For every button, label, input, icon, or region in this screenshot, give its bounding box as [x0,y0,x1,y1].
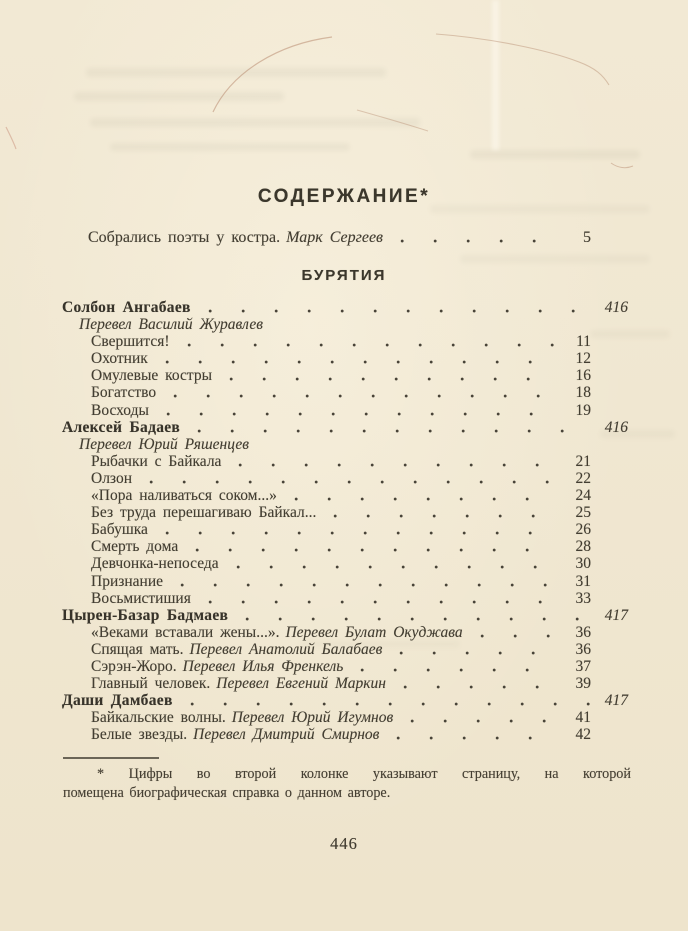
footnote-divider [63,757,159,759]
bleedthrough-mark [90,118,420,127]
toc-entry-title: Смерть дома [91,538,179,556]
toc-translator-inline: Перевел Булат Окуджава [285,623,463,641]
toc-entry-page: 36 [575,640,591,658]
toc-entry-page: 11 [576,333,591,351]
toc-translator-inline: Перевел Юрий Игумнов [231,709,394,727]
dot-leader [198,590,557,607]
dot-leader [393,675,557,692]
dot-leader [198,299,592,316]
toc-row [62,333,628,350]
dot-leader [155,521,557,538]
dot-leader [390,229,557,246]
dot-leader [226,555,557,572]
toc-entry-page: 39 [575,675,591,693]
toc-row [62,436,628,453]
toc-entry-page: 416 [604,418,628,436]
dot-leader [389,641,557,658]
toc-row [62,521,628,538]
dot-leader [284,487,557,504]
toc-entry-title: Олзон [91,469,133,487]
toc-row [62,367,628,384]
footnote-line: помещена биографическая справка о данном авторе. [63,784,391,801]
dot-leader [139,470,557,487]
toc-entry-title: Цырен-Базар Бадмаев [62,606,229,624]
toc-row [62,675,628,692]
toc-entry-page: 12 [575,350,591,368]
toc-entry-title: Спящая мать. [91,640,184,658]
toc-entry-page: 18 [575,384,591,402]
toc-entry-title: Байкальские волны. [91,709,226,727]
toc-translator-inline: Перевел Евгений Маркин [216,675,386,693]
toc-row [62,299,628,316]
toc-row [62,624,628,641]
toc-row [62,384,628,401]
toc-row [62,555,628,572]
bleedthrough-mark [74,92,284,101]
toc-row [62,316,628,333]
toc-row [62,726,628,743]
toc-entry-title: Восьмистишия [91,589,191,607]
toc-entry-title: Солбон Ангабаев [62,299,191,316]
toc-entry-title: Бабушка [91,521,148,539]
toc-row [62,453,628,470]
toc-row [62,419,628,436]
bleedthrough-mark [470,150,640,159]
toc-entry-title: Алексей Бадаев [62,418,181,436]
toc-entry-title: Охотник [91,350,148,368]
toc-entry-page: 25 [575,504,591,522]
toc-entry-title: Даши Дамбаев [62,692,173,710]
dot-leader [350,658,557,675]
toc-translator-inline: Перевел Дмитрий Смирнов [193,726,380,744]
toc-entry-page: 36 [575,623,591,641]
dot-leader [180,692,592,709]
dot-leader [155,350,557,367]
dot-leader [470,624,557,641]
toc-entry-title: Главный человек. [91,675,211,693]
toc-entry-page: 37 [575,657,591,675]
footnote [63,765,631,802]
dot-leader [187,419,592,436]
toc-row [62,692,628,709]
toc-entry-page: 42 [575,726,591,744]
toc-entry-page: 41 [575,709,591,727]
toc-row [62,709,628,726]
intro-author-italic: Марк Сергеев [286,229,383,246]
toc-translator-inline: Перевел Анатолий Балабаев [189,640,383,658]
footnote-line: * Цифры во второй колонке указывают страницу, на которой [97,766,631,782]
dot-leader [228,453,557,470]
toc-row [62,641,628,658]
bleedthrough-mark [110,143,350,151]
toc-entry-page: 417 [604,692,628,710]
bleedthrough-mark [460,255,650,263]
dot-leader [323,504,557,521]
dot-leader [156,402,557,419]
toc-entry-page: 19 [575,401,591,419]
toc-row [62,590,628,607]
toc-entry-title: Свершится! [91,333,170,351]
toc-entry-page: 417 [604,606,628,624]
dot-leader [170,573,557,590]
toc-entry-page: 21 [575,452,591,470]
toc-entry-title: Восходы [91,401,149,419]
dot-leader [386,726,557,743]
dot-leader [235,607,592,624]
toc-entry-page: 24 [575,487,591,505]
scan-fold-line [492,0,499,150]
toc-entry-title: «Веками вставали жены...». [91,623,280,641]
toc-row [62,504,628,521]
page-number: 446 [330,834,358,853]
toc-entry-title: Омулевые костры [91,367,213,385]
toc-entry-title: Сэрэн-Жоро. [91,657,177,675]
toc-entry-page: 31 [575,572,591,590]
toc-entry-page: 22 [575,469,591,487]
toc-entry-title: «Пора наливаться соком...» [91,487,277,505]
page-title: СОДЕРЖАНИЕ* [257,186,431,207]
bleedthrough-mark [86,68,386,77]
toc-entry-page: 30 [575,555,591,573]
toc-list [62,299,628,743]
intro-page-number: 5 [583,229,591,246]
toc-translator-label: Перевел Василий Журавлев [79,316,263,334]
dot-leader [219,367,557,384]
toc-row [62,658,628,675]
toc-entry-title: Рыбачки с Байкала [91,452,222,470]
toc-translator-label: Перевел Юрий Ряшенцев [79,435,249,453]
section-heading: БУРЯТИЯ [301,267,387,284]
intro-text: Собрались поэты у костра. [88,229,281,246]
dot-leader [185,538,557,555]
toc-row [62,350,628,367]
toc-row [62,487,628,504]
toc-entry-title: Белые звезды. [91,726,188,744]
toc-row [62,470,628,487]
toc-entry-title: Признание [91,572,164,590]
toc-row [62,573,628,590]
dot-leader [163,384,557,401]
toc-entry-title: Без труда перешагиваю Байкал... [91,504,317,522]
toc-row [62,538,628,555]
toc-entry-title: Девчонка-непоседа [91,555,219,573]
toc-translator-inline: Перевел Илья Френкель [182,657,344,675]
toc-entry-page: 28 [575,538,591,556]
toc-entry-title: Богатство [91,384,157,402]
toc-entry-page: 33 [575,589,591,607]
toc-intro-row [62,229,628,246]
toc-row [62,607,628,624]
toc-entry-page: 16 [575,367,591,385]
dot-leader [400,709,557,726]
toc-row [62,402,628,419]
dot-leader [177,333,557,350]
toc-entry-page: 416 [604,299,628,316]
toc-entry-page: 26 [575,521,591,539]
